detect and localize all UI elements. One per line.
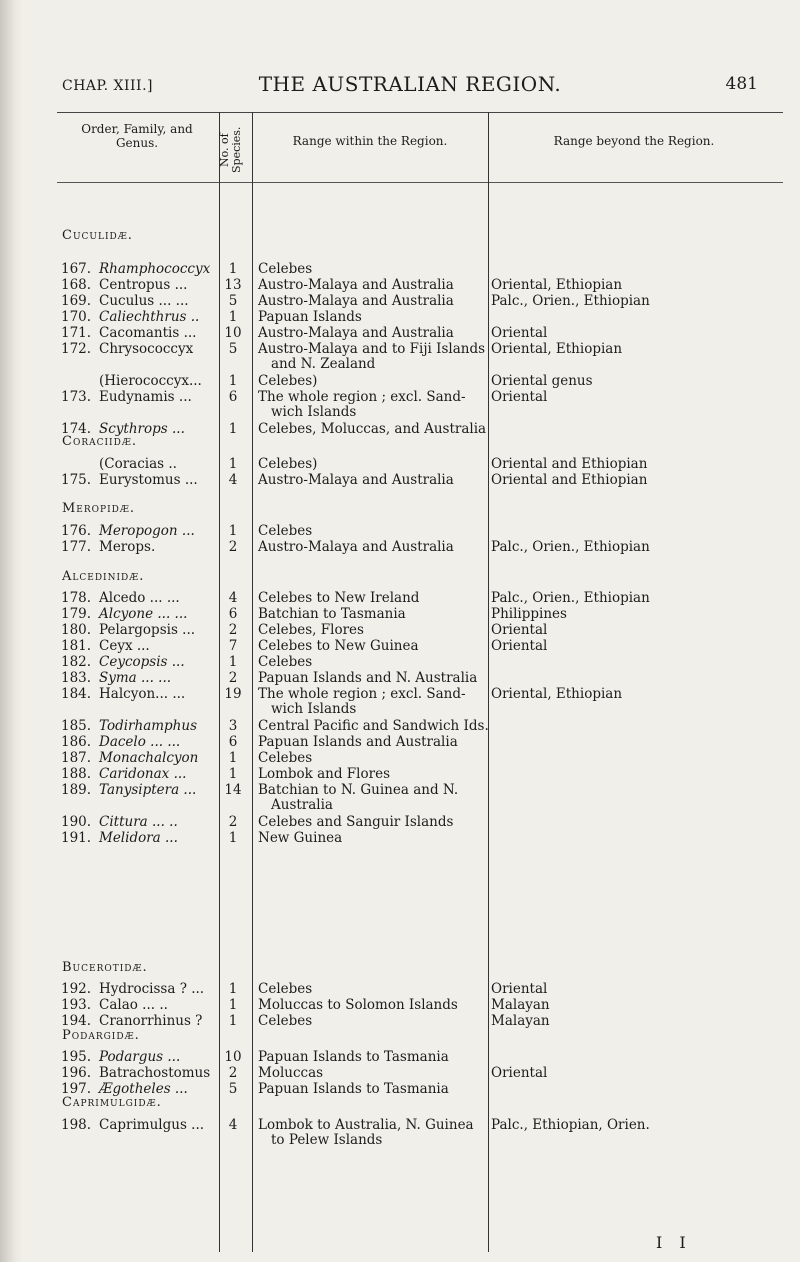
genus-name: Alcedo ... ... <box>99 590 180 606</box>
range-within: Papuan Islands and Australia <box>258 734 458 750</box>
range-within: Celebes, Flores <box>258 622 364 638</box>
range-within: Celebes <box>258 1013 313 1029</box>
genus-name: Centropus ... <box>99 277 188 293</box>
column-header-range-within: Range within the Region. <box>292 134 448 148</box>
genus-name: Scythrops ... <box>99 421 185 437</box>
column-header-species: No. of Species. <box>218 126 243 174</box>
species-count: 4 <box>228 1117 238 1133</box>
species-count: 10 <box>224 325 242 341</box>
species-count: 1 <box>228 750 238 766</box>
range-within: Papuan Islands to Tasmania <box>258 1049 449 1065</box>
genus-name: Rhamphococcyx <box>99 261 211 277</box>
genus-number: 180. <box>61 622 92 638</box>
range-within: Celebes to New Ireland <box>258 590 420 606</box>
genus-name: Ægotheles ... <box>99 1081 188 1097</box>
range-beyond: Oriental <box>491 622 548 638</box>
range-beyond: Oriental and Ethiopian <box>491 472 648 488</box>
species-count: 1 <box>228 456 238 472</box>
species-count: 3 <box>228 718 238 734</box>
genus-number: 167. <box>61 261 92 277</box>
genus-name: Cittura ... .. <box>99 814 178 830</box>
species-count: 1 <box>228 1013 238 1029</box>
family-heading: Podargidæ. <box>62 1028 140 1043</box>
species-count: 2 <box>228 539 238 555</box>
species-count: 5 <box>228 1081 238 1097</box>
genus-name: Cacomantis ... <box>99 325 197 341</box>
species-count: 1 <box>228 766 238 782</box>
species-count: 1 <box>228 654 238 670</box>
genus-number: 185. <box>61 718 92 734</box>
range-within: The whole region ; excl. Sand- <box>258 686 466 702</box>
range-beyond: Palc., Ethiopian, Orien. <box>491 1117 650 1133</box>
genus-number: 188. <box>61 766 92 782</box>
genus-number: 196. <box>61 1065 92 1081</box>
genus-name: Caridonax ... <box>99 766 187 782</box>
signature-mark: I I <box>656 1233 692 1252</box>
species-count: 2 <box>228 814 238 830</box>
range-beyond: Palc., Orien., Ethiopian <box>491 539 650 555</box>
page-title: THE AUSTRALIAN REGION. <box>258 72 562 96</box>
species-count: 6 <box>228 606 238 622</box>
species-count: 2 <box>228 622 238 638</box>
genus-number: 193. <box>61 997 92 1013</box>
species-count: 7 <box>228 638 238 654</box>
family-heading: Alcedinidæ. <box>62 569 145 584</box>
range-beyond: Philippines <box>491 606 567 622</box>
genus-number: 171. <box>61 325 92 341</box>
range-within: Celebes <box>258 981 313 997</box>
page-edge-shadow <box>0 0 22 1262</box>
genus-name: Cuculus ... ... <box>99 293 189 309</box>
genus-name: Monachalcyon <box>99 750 199 766</box>
genus-number: 179. <box>61 606 92 622</box>
genus-name: Caprimulgus ... <box>99 1117 205 1133</box>
genus-name: Caliechthrus .. <box>99 309 200 325</box>
range-within: Celebes, Moluccas, and Australia <box>258 421 487 437</box>
genus-number: 177. <box>61 539 92 555</box>
species-count: 10 <box>224 1049 242 1065</box>
genus-number: 192. <box>61 981 92 997</box>
range-within: Celebes <box>258 523 313 539</box>
species-count: 1 <box>228 981 238 997</box>
range-beyond: Oriental <box>491 638 548 654</box>
genus-name: Ceycopsis ... <box>99 654 185 670</box>
range-beyond: Oriental <box>491 1065 548 1081</box>
genus-number: 172. <box>61 341 92 357</box>
genus-name: Ceyx ... <box>99 638 150 654</box>
range-within: Papuan Islands and N. Australia <box>258 670 478 686</box>
genus-name: Melidora ... <box>99 830 178 846</box>
genus-number: 181. <box>61 638 92 654</box>
genus-number: 178. <box>61 590 92 606</box>
range-within: New Guinea <box>258 830 343 846</box>
header-bottom-rule <box>57 182 783 183</box>
range-within: Austro-Malaya and Australia <box>258 539 454 555</box>
genus-name: Merops. <box>99 539 156 555</box>
family-heading: Coraciidæ. <box>62 434 137 449</box>
genus-name: Calao ... .. <box>99 997 168 1013</box>
species-count: 1 <box>228 830 238 846</box>
species-count: 1 <box>228 373 238 389</box>
range-within-continued: Australia <box>271 797 333 813</box>
species-count: 2 <box>228 1065 238 1081</box>
genus-number: 198. <box>61 1117 92 1133</box>
genus-name: (Coracias .. <box>99 456 177 472</box>
species-count: 13 <box>224 277 242 293</box>
species-count: 1 <box>228 523 238 539</box>
column-divider-species <box>252 112 253 1252</box>
species-count: 5 <box>228 293 238 309</box>
species-count: 1 <box>228 421 238 437</box>
range-within: Austro-Malaya and Australia <box>258 293 454 309</box>
genus-number: 174. <box>61 421 92 437</box>
range-within: Batchian to N. Guinea and N. <box>258 782 459 798</box>
genus-name: Alcyone ... ... <box>99 606 188 622</box>
genus-name: Todirhamphus <box>99 718 198 734</box>
genus-name: Chrysococcyx <box>99 341 194 357</box>
genus-name: Podargus ... <box>99 1049 181 1065</box>
genus-number: 182. <box>61 654 92 670</box>
range-within: Austro-Malaya and Australia <box>258 472 454 488</box>
range-within: Austro-Malaya and Australia <box>258 325 454 341</box>
range-beyond: Oriental, Ethiopian <box>491 686 623 702</box>
genus-name: Meropogon ... <box>99 523 195 539</box>
range-beyond: Palc., Orien., Ethiopian <box>491 293 650 309</box>
species-count: 1 <box>228 309 238 325</box>
range-within: Celebes) <box>258 373 318 389</box>
genus-number: 183. <box>61 670 92 686</box>
range-beyond: Malayan <box>491 1013 550 1029</box>
genus-name: (Hierococcyx... <box>99 373 202 389</box>
range-within: Papuan Islands to Tasmania <box>258 1081 449 1097</box>
genus-number: 169. <box>61 293 92 309</box>
range-beyond: Oriental genus <box>491 373 593 389</box>
species-count: 1 <box>228 997 238 1013</box>
range-within-continued: wich Islands <box>271 404 357 420</box>
genus-number: 189. <box>61 782 92 798</box>
genus-number: 187. <box>61 750 92 766</box>
range-within-continued: and N. Zealand <box>271 356 376 372</box>
species-count: 6 <box>228 734 238 750</box>
range-within: The whole region ; excl. Sand- <box>258 389 466 405</box>
range-beyond: Palc., Orien., Ethiopian <box>491 590 650 606</box>
range-within: Celebes <box>258 261 313 277</box>
range-within: Celebes and Sanguir Islands <box>258 814 454 830</box>
range-beyond: Oriental, Ethiopian <box>491 277 623 293</box>
running-header <box>62 72 758 100</box>
range-within: Celebes to New Guinea <box>258 638 419 654</box>
table-top-rule <box>57 112 783 113</box>
genus-name: Batrachostomus <box>99 1065 211 1081</box>
page-number: 481 <box>725 74 758 94</box>
range-beyond: Oriental <box>491 981 548 997</box>
range-within: Moluccas to Solomon Islands <box>258 997 458 1013</box>
family-heading: Meropidæ. <box>62 501 136 516</box>
range-within: Lombok and Flores <box>258 766 390 782</box>
family-heading: Cuculidæ. <box>62 228 133 243</box>
range-within-continued: to Pelew Islands <box>271 1132 383 1148</box>
genus-number: 197. <box>61 1081 92 1097</box>
genus-number: 191. <box>61 830 92 846</box>
genus-number: 195. <box>61 1049 92 1065</box>
genus-number: 176. <box>61 523 92 539</box>
range-within: Central Pacific and Sandwich Ids. <box>258 718 489 734</box>
genus-number: 186. <box>61 734 92 750</box>
range-within: Celebes <box>258 750 313 766</box>
column-header-genus: Order, Family, and Genus. <box>81 122 193 150</box>
range-within-continued: wich Islands <box>271 701 357 717</box>
range-within: Celebes) <box>258 456 318 472</box>
family-heading: Bucerotidæ. <box>62 960 148 975</box>
range-within: Austro-Malaya and to Fiji Islands <box>258 341 486 357</box>
genus-name: Syma ... ... <box>99 670 172 686</box>
species-count: 2 <box>228 670 238 686</box>
species-count: 1 <box>228 261 238 277</box>
species-count: 5 <box>228 341 238 357</box>
range-within: Papuan Islands <box>258 309 362 325</box>
range-within: Lombok to Australia, N. Guinea <box>258 1117 474 1133</box>
genus-name: Eudynamis ... <box>99 389 192 405</box>
genus-number: 190. <box>61 814 92 830</box>
range-beyond: Oriental <box>491 389 548 405</box>
genus-name: Tanysiptera ... <box>99 782 197 798</box>
column-divider-within <box>488 112 489 1252</box>
genus-name: Hydrocissa ? ... <box>99 981 205 997</box>
genus-number: 170. <box>61 309 92 325</box>
range-beyond: Oriental and Ethiopian <box>491 456 648 472</box>
chapter-label: CHAP. XIII.] <box>62 78 153 94</box>
genus-name: Dacelo ... ... <box>99 734 181 750</box>
genus-number: 175. <box>61 472 92 488</box>
genus-number: 168. <box>61 277 92 293</box>
genus-name: Cranorrhinus ? <box>99 1013 203 1029</box>
range-within: Moluccas <box>258 1065 324 1081</box>
species-count: 14 <box>224 782 242 798</box>
species-count: 4 <box>228 590 238 606</box>
genus-number: 194. <box>61 1013 92 1029</box>
species-count: 19 <box>224 686 242 702</box>
genus-name: Pelargopsis ... <box>99 622 196 638</box>
range-beyond: Oriental <box>491 325 548 341</box>
column-header-range-beyond: Range beyond the Region. <box>553 134 715 148</box>
range-within: Batchian to Tasmania <box>258 606 406 622</box>
species-count: 6 <box>228 389 238 405</box>
range-beyond: Malayan <box>491 997 550 1013</box>
range-beyond: Oriental, Ethiopian <box>491 341 623 357</box>
range-within: Celebes <box>258 654 313 670</box>
genus-name: Halcyon... ... <box>99 686 186 702</box>
genus-name: Eurystomus ... <box>99 472 198 488</box>
species-count: 4 <box>228 472 238 488</box>
genus-number: 184. <box>61 686 92 702</box>
genus-number: 173. <box>61 389 92 405</box>
range-within: Austro-Malaya and Australia <box>258 277 454 293</box>
family-heading: Caprimulgidæ. <box>62 1095 162 1110</box>
